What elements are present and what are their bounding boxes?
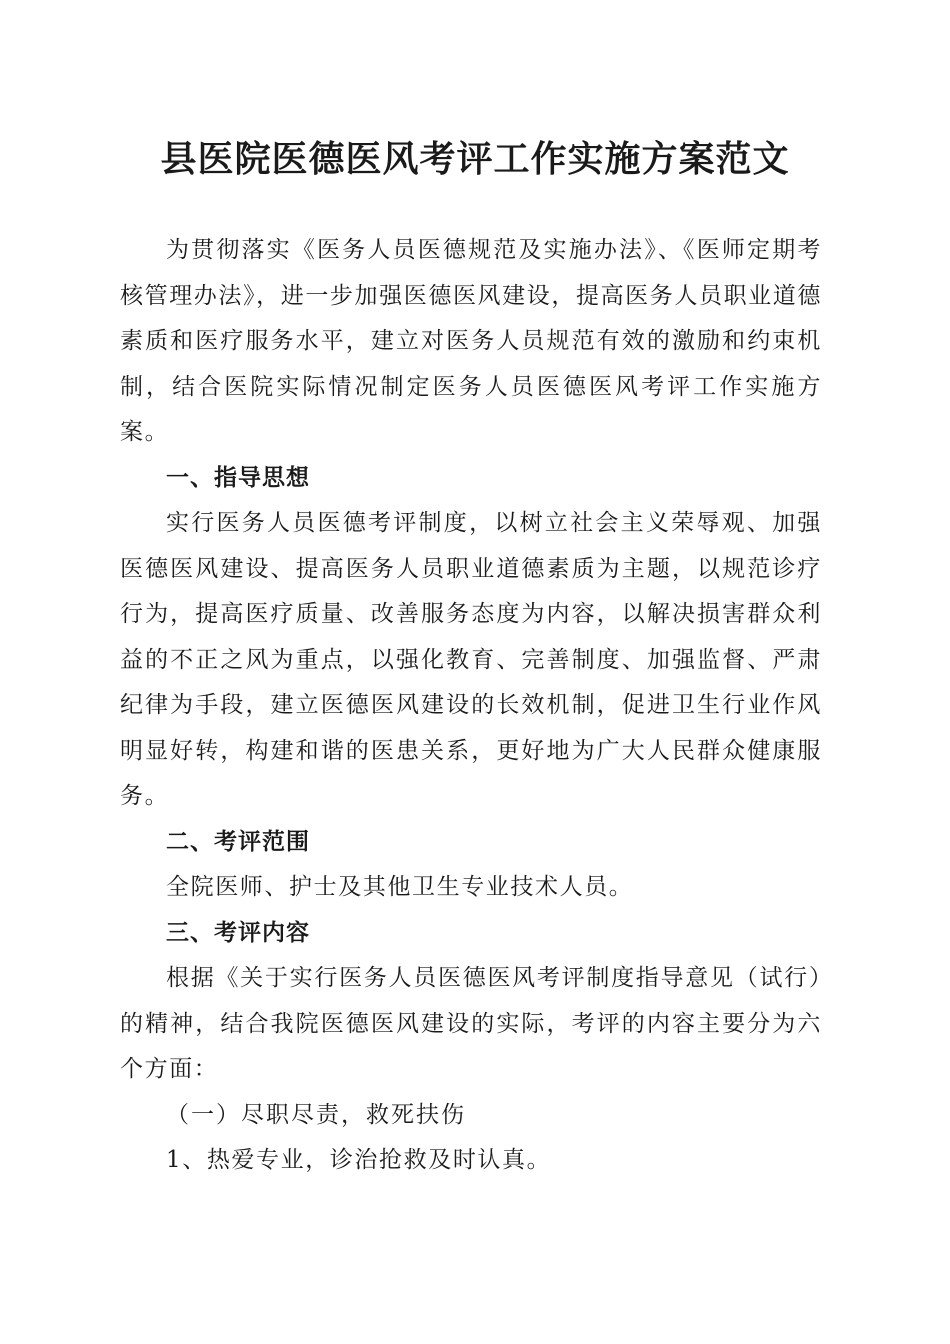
section-body-guiding-ideology: 实行医务人员医德考评制度，以树立社会主义荣辱观、加强医德医风建设、提高医务人员职业道德素质为主题，以规范诊疗行为，提高医疗质量、改善服务态度为内容，以解决损害群众利益的不正之风为重点，以强化教育、完善制度、加强监督、严肃纪律为手段，建立医德医风建设的长效机制，促进卫生行业作风明显好转，构建和谐的医患关系，更好地为广大人民群众健康服务。 [120, 510, 822, 809]
intro-paragraph: 为贯彻落实《医务人员医德规范及实施办法》、《医师定期考核管理办法》，进一步加强医德医风建设，提高医务人员职业道德素质和医疗服务水平，建立对医务人员规范有效的激励和约束机制，结合医院实际情况制定医务人员医德医风考评工作实施方案。 [120, 237, 822, 445]
section-body-evaluation-scope: 全院医师、护士及其他卫生专业技术人员。 [166, 874, 634, 900]
document-body [120, 228, 822, 1184]
section-body-evaluation-content: 根据《关于实行医务人员医德医风考评制度指导意见（试行）的精神，结合我院医德医风建设的实际，考评的内容主要分为六个方面： [120, 965, 822, 1082]
list-item: 1、热爱专业，诊治抢救及时认真。 [166, 1147, 552, 1173]
section-heading-guiding-ideology: 一、指导思想 [166, 464, 310, 491]
document-title: 县医院医德医风考评工作实施方案范文 [160, 138, 790, 180]
subsection-heading-duty: （一）尽职尽责，救死扶伤 [166, 1101, 466, 1128]
section-heading-evaluation-scope: 二、考评范围 [166, 828, 310, 855]
section-heading-evaluation-content: 三、考评内容 [166, 919, 310, 946]
